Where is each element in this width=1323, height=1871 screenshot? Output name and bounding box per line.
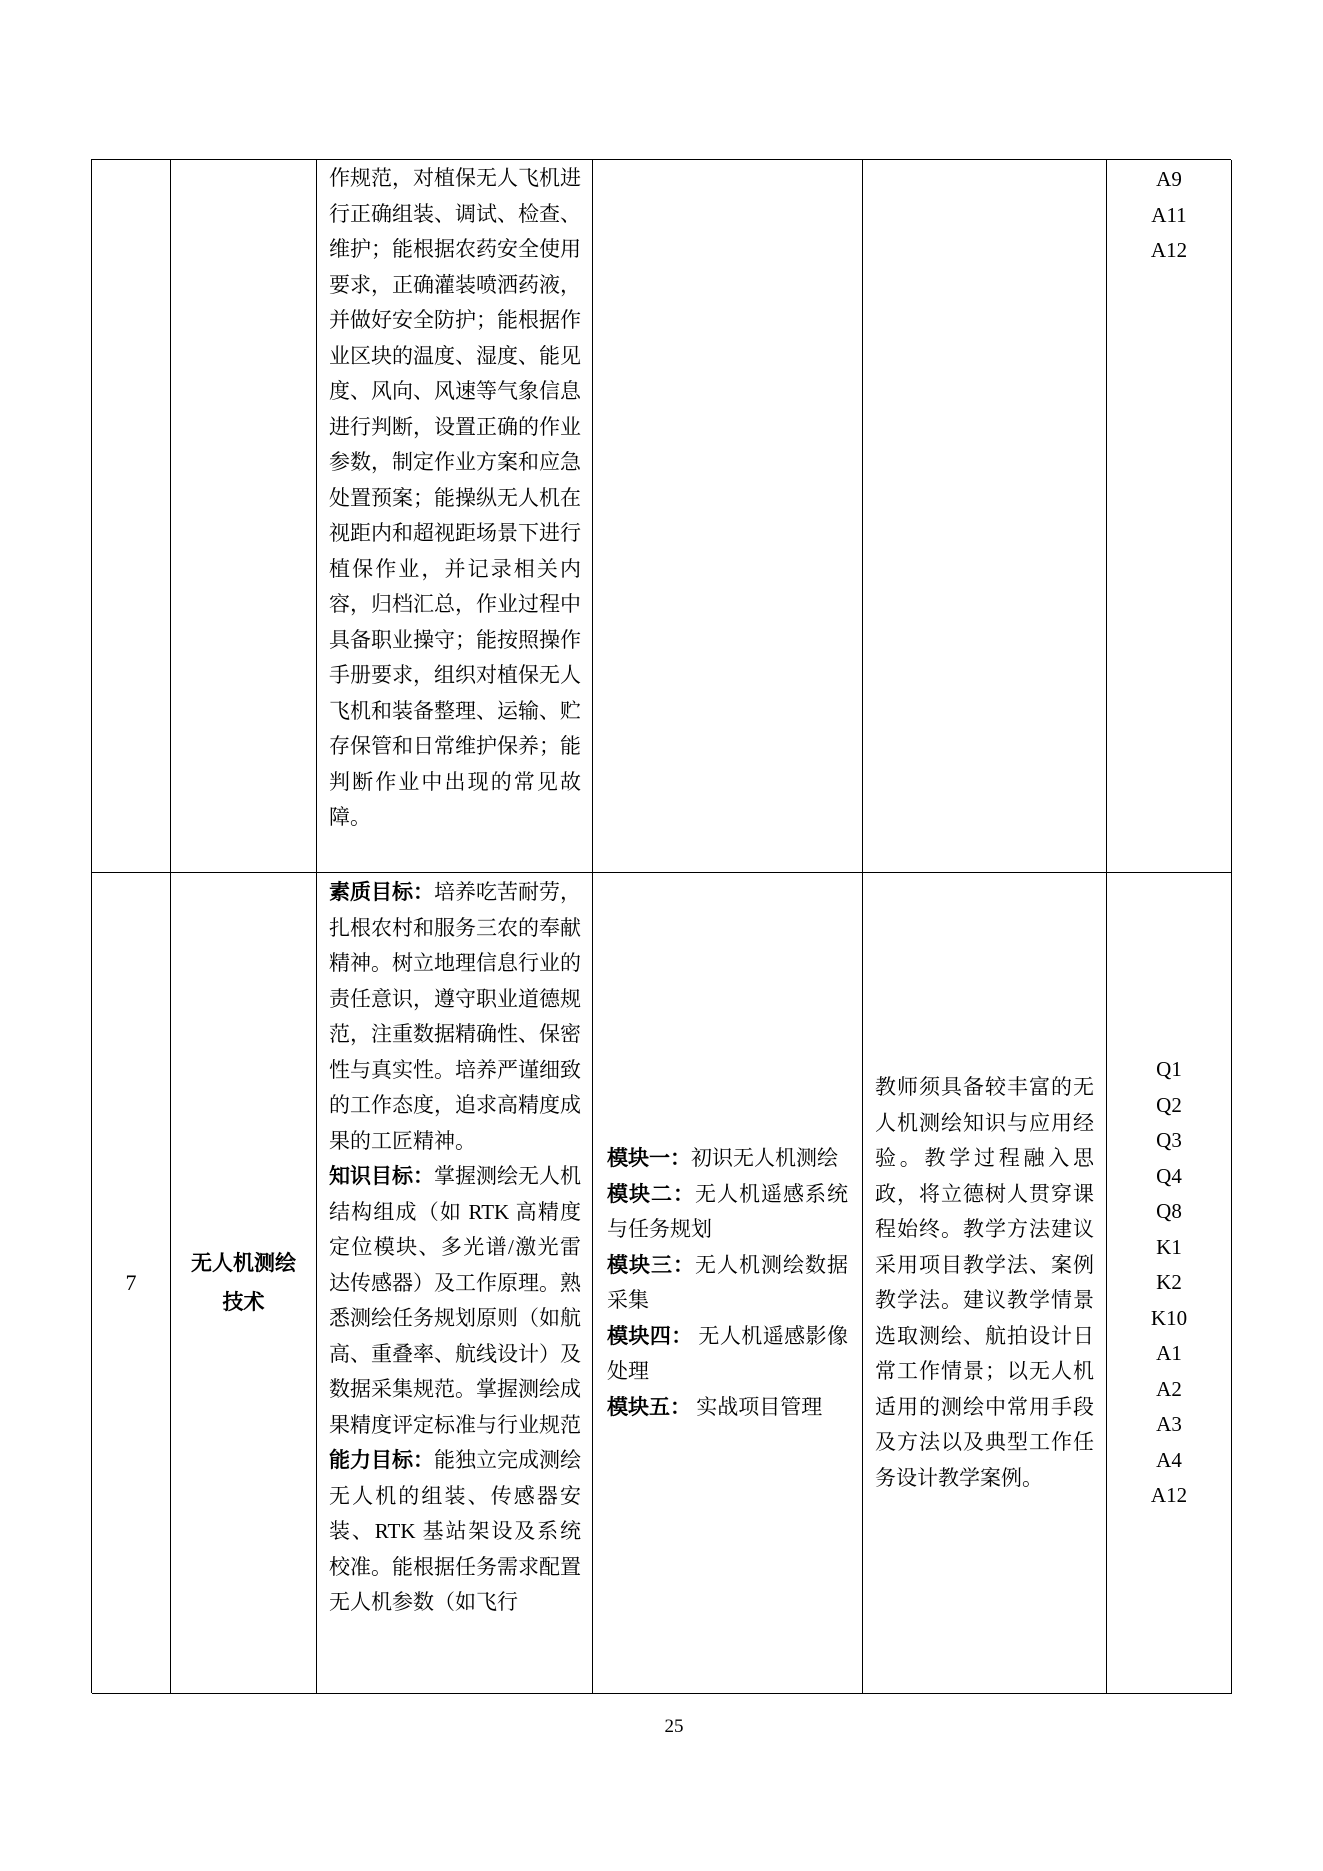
knowledge-objective-text: 掌握测绘无人机结构组成（如 RTK 高精度定位模块、多光谱/激光雷达传感器）及工作原理。熟悉测绘任务规划原则（如航高、重叠率、航线设计）及数据采集规范。掌握测绘成果精度评定标准与行业规范 xyxy=(329,1164,581,1437)
codes-cell-row7 xyxy=(1107,873,1232,1694)
quality-objective-text: 培养吃苦耐劳，扎根农村和服务三农的奉献精神。树立地理信息行业的责任意识，遵守职业道德规范，注重数据精确性、保密性与真实性。培养严谨细致的工作态度，追求高精度成果的工匠精神。 xyxy=(329,880,581,1153)
module-item-1 xyxy=(607,1141,848,1177)
module-2-label: 模块二： xyxy=(607,1181,695,1206)
code-item: Q2 xyxy=(1156,1092,1182,1117)
module-3-text: 无人机测绘数据采集 xyxy=(607,1252,848,1312)
seq-cell-row7: 7 xyxy=(92,873,171,1694)
knowledge-objective-label: 知识目标： xyxy=(329,1164,434,1188)
module-item-4 xyxy=(607,1319,848,1390)
code-item: A1 xyxy=(1156,1341,1182,1366)
teaching-requirements-cell-row1 xyxy=(863,160,1107,873)
module-1-text: 初识无人机测绘 xyxy=(691,1146,838,1170)
module-1-label: 模块一： xyxy=(607,1146,691,1170)
course-name-text: 无人机测绘 技术 xyxy=(191,1251,296,1314)
code-item: A9 xyxy=(1156,167,1182,191)
code-item: A4 xyxy=(1156,1447,1182,1472)
code-item: Q4 xyxy=(1156,1163,1182,1188)
code-item: A11 xyxy=(1151,202,1187,227)
teaching-requirements-cell-row7 xyxy=(863,873,1107,1694)
module-2-text: 无人机遥感系统与任务规划 xyxy=(607,1181,848,1241)
module-item-3 xyxy=(607,1248,848,1319)
code-item: A12 xyxy=(1150,238,1188,262)
course-name-cell-row1 xyxy=(171,160,317,873)
code-item: A3 xyxy=(1156,1412,1182,1437)
module-3-label: 模块三： xyxy=(607,1252,695,1277)
ability-objective-label: 能力目标： xyxy=(329,1448,434,1472)
seq-cell-row1 xyxy=(92,160,171,873)
module-item-5 xyxy=(607,1390,848,1426)
modules-cell-row1 xyxy=(593,160,863,873)
module-5-label: 模块五： xyxy=(607,1394,691,1419)
teaching-requirements-text: 教师须具备较丰富的无人机测绘知识与应用经验。教学过程融入思政，将立德树人贯穿课程始终。教学方法建议采用项目教学法、案例教学法。建议教学情景选取测绘、航拍设计日常工作情景；以无人机适用的测绘中常用手段及方法以及典型工作任务设计教学案例。 xyxy=(875,1075,1094,1490)
codes-cell-row1 xyxy=(1107,160,1232,873)
quality-objective-paragraph xyxy=(329,875,581,1159)
module-4-text: 无人机遥感影像处理 xyxy=(607,1323,849,1383)
knowledge-objective-paragraph xyxy=(329,1159,581,1443)
quality-objective-label: 素质目标： xyxy=(329,880,434,904)
ability-objective-paragraph xyxy=(329,1443,581,1621)
page-number: 25 xyxy=(664,1716,684,1737)
code-item: A12 xyxy=(1150,1483,1188,1508)
code-item: K2 xyxy=(1156,1270,1182,1295)
module-5-text: 实战项目管理 xyxy=(691,1394,823,1419)
code-item: Q8 xyxy=(1156,1199,1182,1224)
objectives-continuation-cell: 作规范，对植保无人飞机进行正确组装、调试、检查、维护；能根据农药安全使用要求，正确灌装喷洒药液，并做好安全防护；能根据作业区块的温度、湿度、能见度、风向、风速等气象信息进行判断，设置正确的作业参数，制定作业方案和应急处置预案；能操纵无人机在视距内和超视距场景下进行植保作业，并记录相关内容，归档汇总，作业过程中具备职业操守；能按照操作手册要求，组织对植保无人飞机和装备整理、运输、贮存保管和日常维护保养；能判断作业中出现的常见故障。 xyxy=(317,160,593,873)
code-item: Q1 xyxy=(1156,1057,1182,1082)
modules-cell-row7 xyxy=(593,873,863,1694)
code-item: A2 xyxy=(1156,1376,1182,1401)
course-table xyxy=(91,159,1231,1693)
code-item: K10 xyxy=(1150,1305,1188,1330)
module-item-2 xyxy=(607,1177,848,1248)
ability-objective-text: 能独立完成测绘无人机的组装、传感器安装、RTK 基站架设及系统校准。能根据任务需求配置无人机参数（如飞行 xyxy=(329,1448,581,1614)
objectives-cell-row7 xyxy=(317,873,593,1694)
module-4-label: 模块四： xyxy=(607,1323,693,1348)
code-item: K1 xyxy=(1156,1234,1182,1259)
course-name-cell-row7 xyxy=(171,873,317,1694)
code-item: Q3 xyxy=(1156,1128,1182,1153)
